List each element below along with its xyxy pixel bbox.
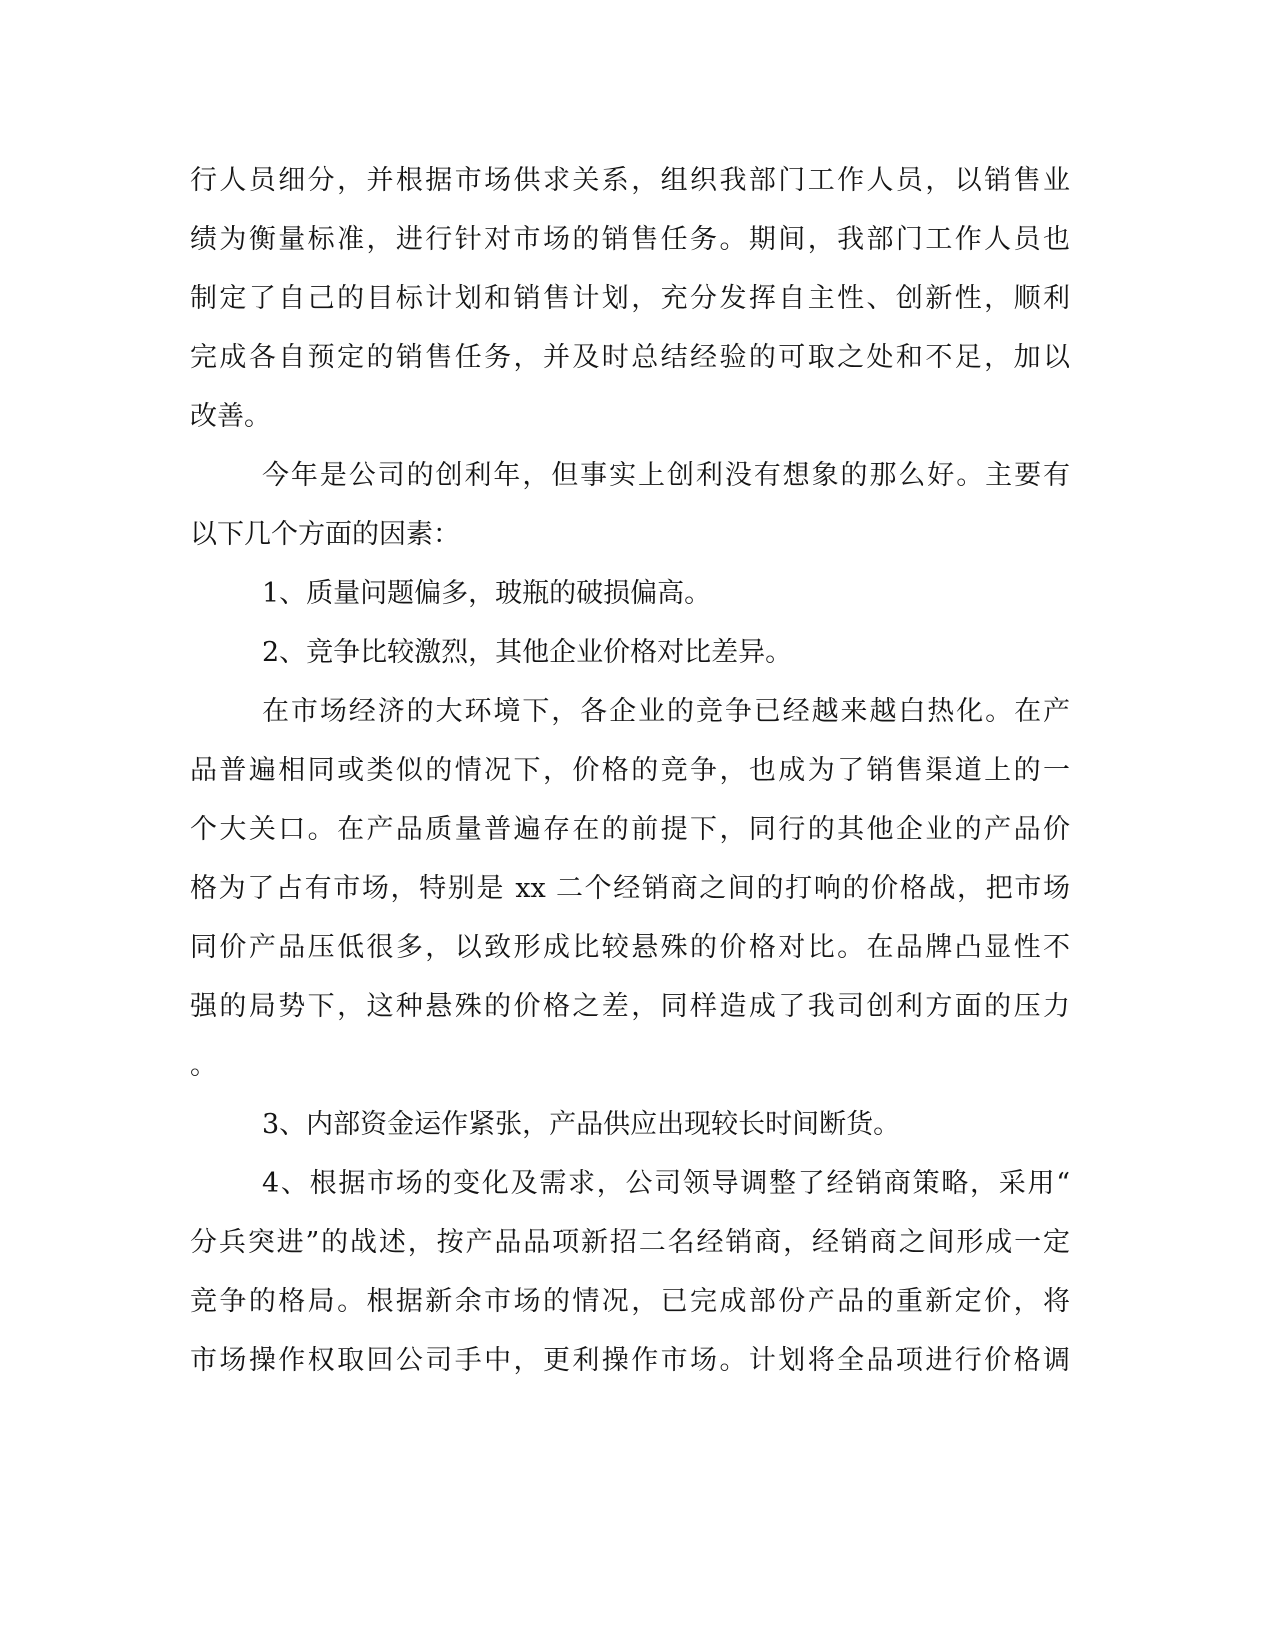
text-line: 竞争的格局。根据新余市场的情况，已完成部份产品的重新定价，将 [190, 1286, 1070, 1317]
text-line: 绩为衡量标准，进行针对市场的销售任务。期间，我部门工作人员也 [190, 224, 1070, 255]
text-line: 完成各自预定的销售任务，并及时总结经验的可取之处和不足，加以 [190, 342, 1070, 373]
list-item: 4、根据市场的变化及需求，公司领导调整了经销商策略，采用“ [262, 1168, 1070, 1199]
text-line: 行人员细分，并根据市场供求关系，组织我部门工作人员，以销售业 [190, 165, 1070, 196]
paragraph-first-line: 今年是公司的创利年，但事实上创利没有想象的那么好。主要有 [262, 460, 1070, 491]
text-line: 同价产品压低很多，以致形成比较悬殊的价格对比。在品牌凸显性不 [190, 932, 1070, 963]
text-line: 市场操作权取回公司手中，更利操作市场。计划将全品项进行价格调 [190, 1345, 1070, 1376]
text-line: 以下几个方面的因素： [190, 519, 460, 550]
text-line: 强的局势下，这种悬殊的价格之差，同样造成了我司创利方面的压力 [190, 991, 1070, 1022]
paragraph-first-line: 在市场经济的大环境下，各企业的竞争已经越来越白热化。在产 [262, 696, 1070, 727]
text-line: 品普遍相同或类似的情况下，价格的竞争，也成为了销售渠道上的一 [190, 755, 1070, 786]
text-line: 格为了占有市场，特别是 xx 二个经销商之间的打响的价格战，把市场 [190, 873, 1070, 904]
text-line: 制定了自己的目标计划和销售计划，充分发挥自主性、创新性，顺利 [190, 283, 1070, 314]
text-line: 。 [190, 1050, 217, 1081]
list-item: 3、内部资金运作紧张，产品供应出现较长时间断货。 [262, 1109, 901, 1140]
text-line: 分兵突进”的战述，按产品品项新招二名经销商，经销商之间形成一定 [190, 1227, 1070, 1258]
list-item: 1、质量问题偏多，玻瓶的破损偏高。 [262, 578, 712, 609]
text-line: 改善。 [190, 401, 271, 432]
list-item: 2、竞争比较激烈，其他企业价格对比差异。 [262, 637, 793, 668]
text-line: 个大关口。在产品质量普遍存在的前提下，同行的其他企业的产品价 [190, 814, 1070, 845]
